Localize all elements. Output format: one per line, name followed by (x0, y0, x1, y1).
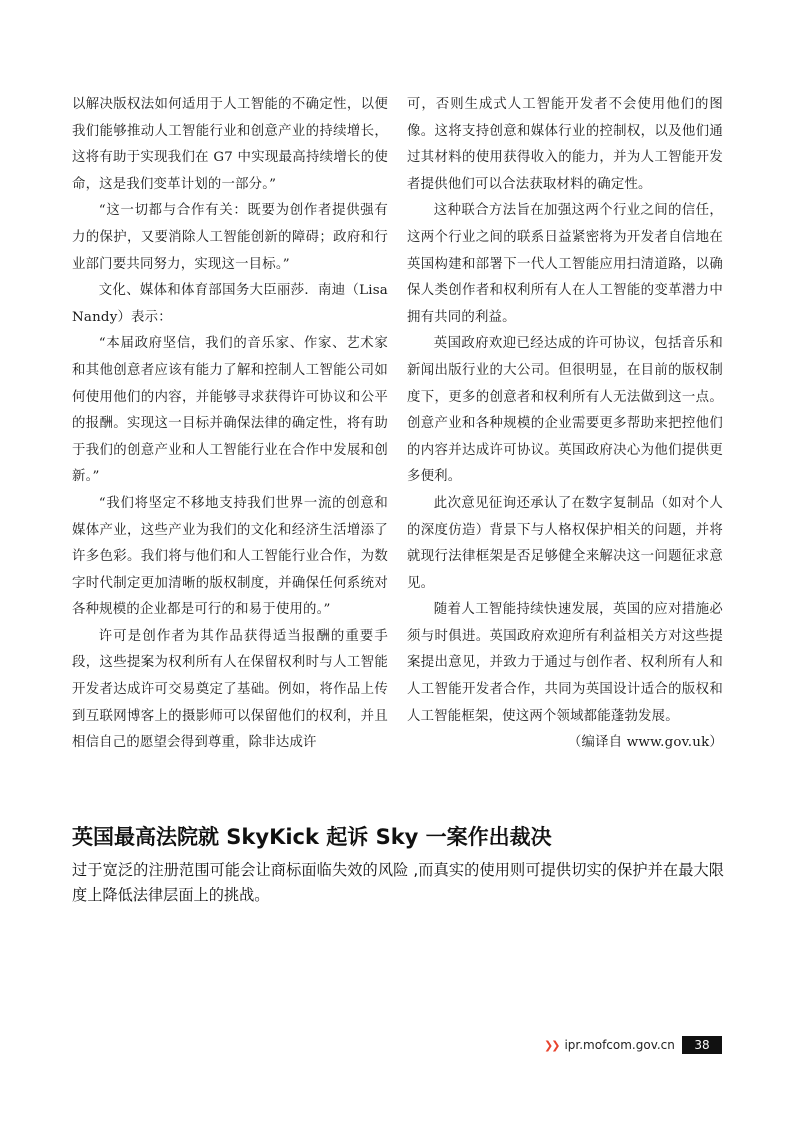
paragraph: 文化、媒体和体育部国务大臣丽莎．南迪（Lisa Nandy）表示： (72, 283, 388, 325)
paragraph: “本届政府坚信，我们的音乐家、作家、艺术家和其他创意者应该有能力了解和控制人工智能公司如何使用他们的内容，并能够寻求获得许可协议和公平的报酬。实现这一目标并确保法律的确定性，将有助于我们的创意产业和人工智能行业在合作中发展和创新。” (72, 336, 388, 485)
paragraph: “我们将坚定不移地支持我们世界一流的创意和媒体产业，这些产业为我们的文化和经济生活增添了许多色彩。我们将与他们和人工智能行业合作，为数字时代制定更加清晰的版权制度，并确保任何系统对各种规模的企业都是可行的和易于使用的。” (72, 495, 388, 618)
paragraph: 以解决版权法如何适用于人工智能的不确定性，以便我们能够推动人工智能行业和创意产业的持续增长，这将有助于实现我们在 G7 中实现最高持续增长的使命，这是我们变革计划的一部分。” (72, 97, 388, 192)
page-footer (544, 1036, 722, 1054)
paragraph: 可，否则生成式人工智能开发者不会使用他们的图像。这将支持创意和媒体行业的控制权，以及他们通过其材料的使用获得收入的能力，并为人工智能开发者提供他们可以合法获取材料的确定性。 (407, 97, 723, 192)
paragraph: 随着人工智能持续快速发展，英国的应对措施必须与时俱进。英国政府欢迎所有利益相关方对这些提案提出意见，并致力于通过与创作者、权利所有人和人工智能开发者合作，共同为英国设计适合的版权和人工智能框架，使这两个领域都能蓬勃发展。 (407, 602, 723, 724)
article-subhead: 过于宽泛的注册范围可能会让商标面临失效的风险 ,而真实的使用则可提供切实的保护并在最大限度上降低法律层面上的挑战。 (72, 861, 724, 904)
article-headline: 英国最高法院就 SkyKick 起诉 Sky 一案作出裁决 (72, 825, 552, 849)
paragraph: 英国政府欢迎已经达成的许可协议，包括音乐和新闻出版行业的大公司。但很明显，在目前的版权制度下，更多的创意者和权利所有人无法做到这一点。创意产业和各种规模的企业需要更多帮助来把控他们的内容并达成许可协议。英国政府决心为他们提供更多便利。 (407, 336, 723, 485)
website-link[interactable]: ipr.mofcom.gov.cn (564, 1038, 675, 1052)
right-text-column (407, 92, 723, 757)
paragraph: “这一切都与合作有关：既要为创作者提供强有力的保护，又要消除人工智能创新的障碍；政府和行业部门要共同努力，实现这一目标。” (72, 203, 388, 272)
double-chevron-right-icon: ❯❯ (544, 1038, 559, 1052)
source-note: （编译自 www.gov.uk） (567, 735, 723, 751)
page-number: 38 (682, 1036, 722, 1054)
left-text-column (72, 92, 388, 757)
paragraph: 此次意见征询还承认了在数字复制品（如对个人的深度仿造）背景下与人格权保护相关的问题，并将就现行法律框架是否足够健全来解决这一问题征求意见。 (407, 495, 723, 591)
paragraph: 许可是创作者为其作品获得适当报酬的重要手段，这些提案为权利所有人在保留权利时与人工智能开发者达成许可交易奠定了基础。例如，将作品上传到互联网博客上的摄影师可以保留他们的权利，并且相信自己的愿望会得到尊重，除非达成许 (72, 628, 388, 751)
paragraph: 这种联合方法旨在加强这两个行业之间的信任，这两个行业之间的联系日益紧密将为开发者自信地在英国构建和部署下一代人工智能应用扫清道路，以确保人类创作者和权利所有人在人工智能的变革潜力中拥有共同的利益。 (407, 203, 723, 325)
